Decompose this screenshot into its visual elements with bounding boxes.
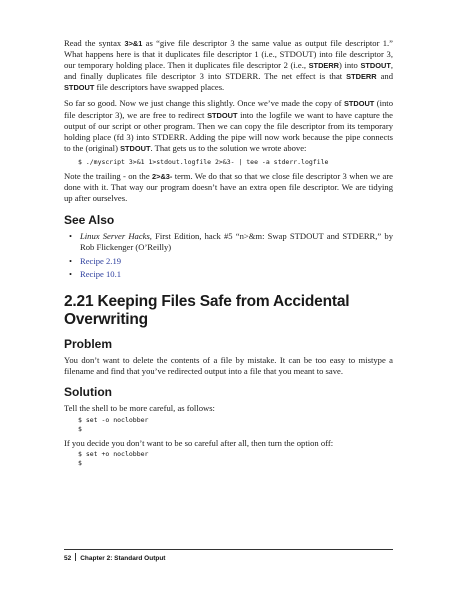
section-title: 2.21 Keeping Files Safe from Accidental Overwriting xyxy=(64,293,350,329)
text: ) into xyxy=(339,60,361,71)
text: So far so good. Now we just change this slightly. Once we’ve made the copy of xyxy=(64,98,344,109)
text: into the logfile we want to have capture the output of our script or other program. Then we can copy the file descriptor from its temporary holding place (fd 3) into STDERR. Adding the pipe will now work because the pipe connects to the (original) xyxy=(64,109,393,153)
see-also-list xyxy=(64,231,393,280)
page-number: 52 xyxy=(64,555,72,562)
see-also-heading: See Also xyxy=(64,213,115,228)
see-also-item xyxy=(64,256,393,267)
recipe-link-2-19[interactable]: Recipe 2.19 xyxy=(80,255,122,266)
inline-code: STDOUT xyxy=(360,61,391,71)
code-block-noclobber-on: $ set -o noclobber $ xyxy=(78,415,149,433)
inline-code: STDOUT xyxy=(120,143,151,153)
inline-code: 3>&1 xyxy=(124,39,143,48)
problem-heading: Problem xyxy=(64,337,113,352)
text: Note the trailing - on the xyxy=(64,170,153,181)
solution-text-off: If you decide you don’t want to be so careful after all, then turn the option off: xyxy=(64,437,334,448)
text: Read the syntax xyxy=(64,38,125,48)
text: , and finally duplicates file descriptor 3 into STDERR. The net effect is that xyxy=(64,60,393,82)
paragraph-trailing-note xyxy=(64,171,393,204)
problem-text: You don’t want to delete the contents of a file by mistake. It can be too easy to mistype a filename and find that you’ve redirected output into a file that you meant to save. xyxy=(64,355,393,377)
see-also-item xyxy=(64,231,393,253)
code-block-myscript: $ ./myscript 3>&1 1>stdout.logfile 2>&3- | tee -a stderr.logfile xyxy=(78,157,329,166)
text: term. We do that so that we close file descriptor 3 when we are done with it. That way our program doesn’t have an extra open file descriptor. We are tidying up after ourselves. xyxy=(64,170,393,204)
inline-code: STDOUT xyxy=(64,83,95,93)
text: and xyxy=(376,71,393,82)
text: as “give file descriptor 3 the same value as output file descriptor 1.” What happens here is that it duplicates file descriptor 1 (i.e., STDOUT) into file descriptor 3, our temporary holding place. Then it duplicates file descriptor 2 (i.e., xyxy=(64,38,393,71)
inline-code: STDERR xyxy=(308,61,340,71)
solution-heading: Solution xyxy=(64,385,112,400)
inline-code: 2>&3- xyxy=(152,171,173,181)
paragraph-so-far xyxy=(64,98,393,153)
recipe-link-10-1[interactable]: Recipe 10.1 xyxy=(80,269,122,280)
paragraph-syntax-explanation xyxy=(64,38,393,93)
text: . That gets us to the solution we wrote above: xyxy=(150,142,307,153)
solution-text: Tell the shell to be more careful, as follows: xyxy=(64,403,215,414)
text: , First Edition, hack #5 “n>&m: Swap STDOUT and STDERR,” by Rob Flickenger (O’Reilly) xyxy=(80,231,393,253)
inline-code: STDOUT xyxy=(207,110,238,120)
chapter-label: Chapter 2: Standard Output xyxy=(80,555,166,562)
inline-code: STDOUT xyxy=(343,99,375,109)
text: (into file descriptor 3), we are free to redirect xyxy=(64,98,393,120)
text: file descriptors have swapped places. xyxy=(94,82,225,93)
see-also-item xyxy=(64,269,393,280)
footer-divider xyxy=(75,553,76,561)
page-footer xyxy=(64,549,393,562)
inline-code: STDERR xyxy=(346,72,377,82)
book-title: Linux Server Hacks xyxy=(80,231,150,242)
code-block-noclobber-off: $ set +o noclobber $ xyxy=(78,449,149,467)
page-content xyxy=(64,38,393,472)
